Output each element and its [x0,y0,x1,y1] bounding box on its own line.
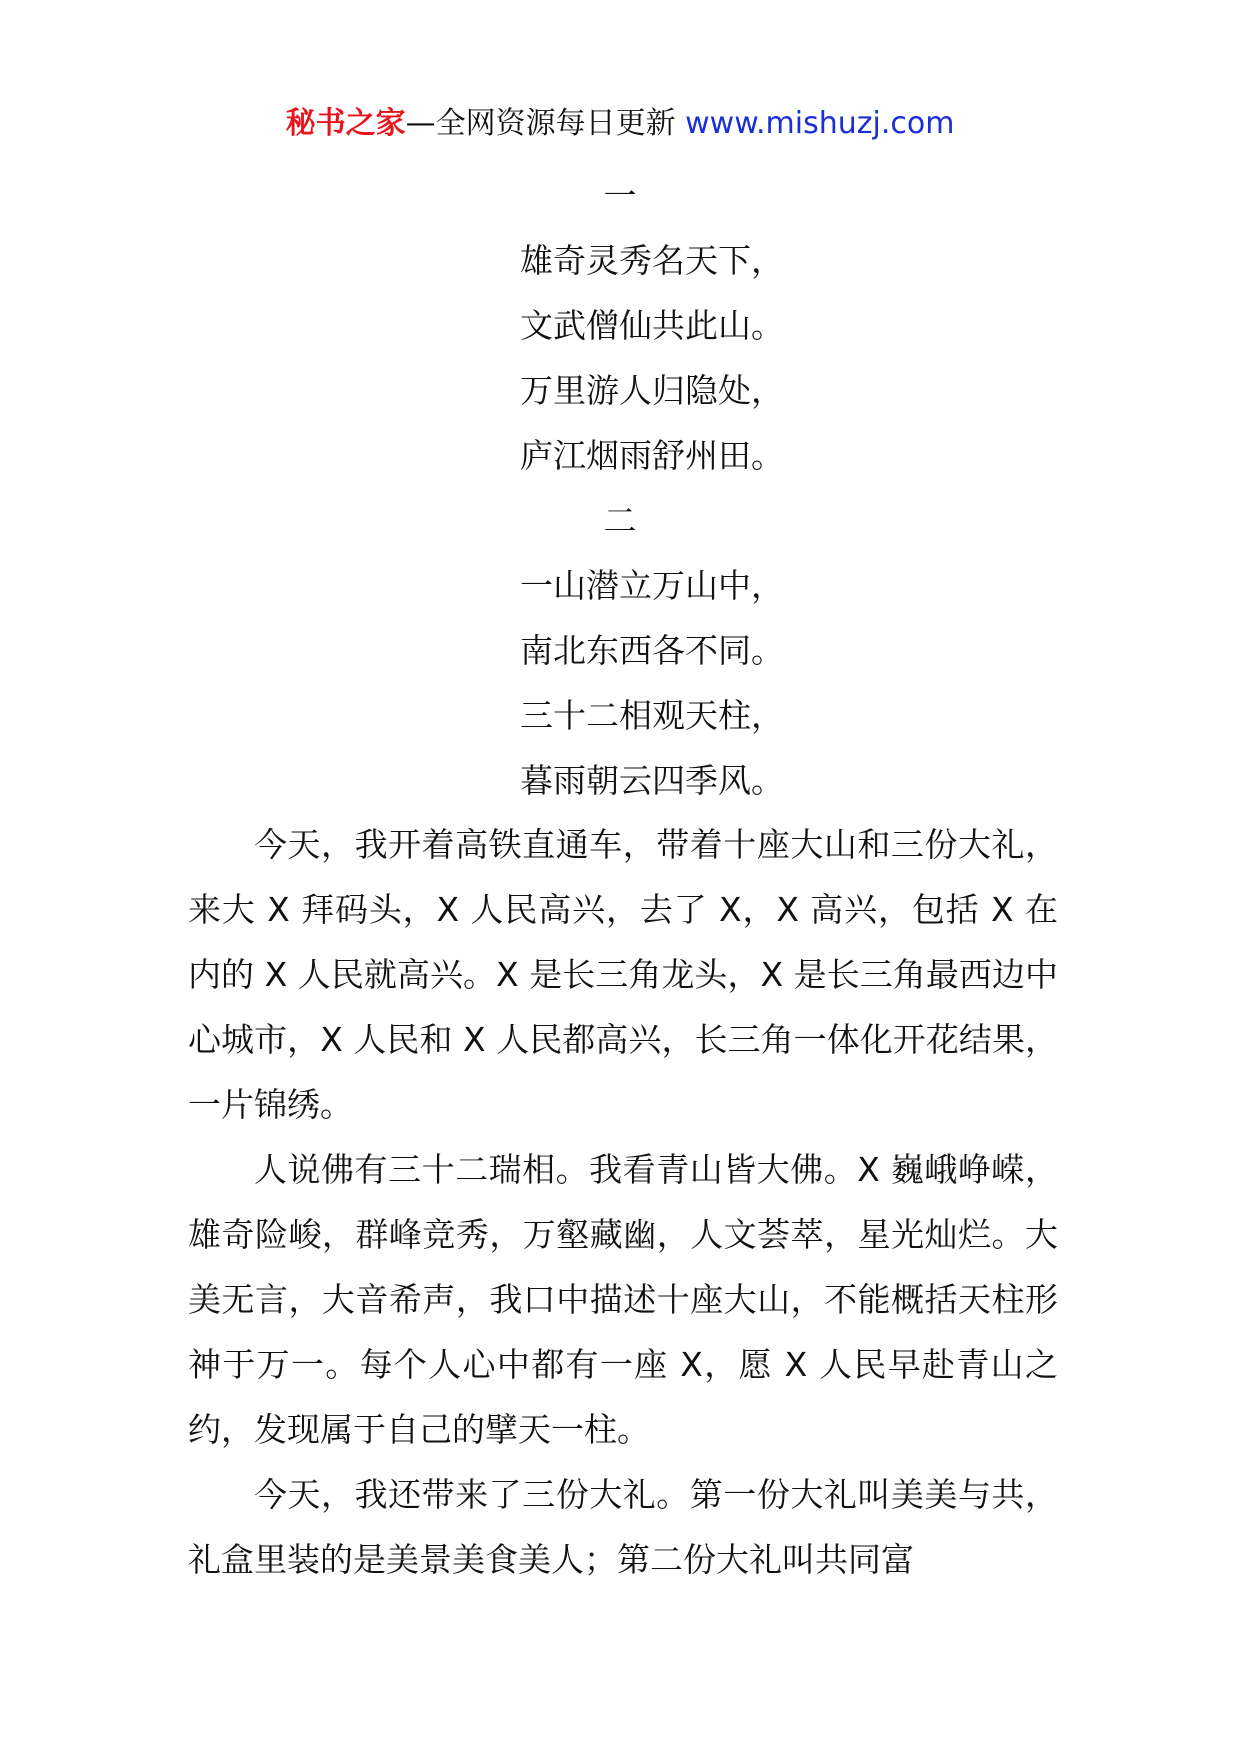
header-tagline: —全网资源每日更新 [405,106,676,141]
poem-number: 二 [603,501,637,540]
poem-line: 三十二相观天柱， [520,696,784,735]
poem-section [0,163,1240,813]
poem-line: 一山潜立万山中， [520,566,784,605]
site-header [0,100,1240,148]
poem-line: 暮雨朝云四季风。 [520,761,784,800]
paragraph: 今天，我还带来了三份大礼。第一份大礼叫美美与共，礼盒里装的是美景美食美人；第二份大礼叫共同富 [188,1475,1058,1579]
site-url-link[interactable]: www.mishuzj.com [685,106,955,141]
body-text [188,812,1058,1592]
poem-line: 万里游人归隐处， [520,371,784,410]
poem-number: 一 [603,176,637,215]
poem-line: 雄奇灵秀名天下， [520,241,784,280]
paragraph: 今天，我开着高铁直通车，带着十座大山和三份大礼，来大 X 拜码头，X 人民高兴，去了 X，X 高兴，包括 X 在内的 X 人民就高兴。X 是长三角龙头，X 是长三角最西边中心城市，X 人民和 X 人民都高兴，长三角一体化开花结果，一片锦绣。 [188,825,1058,1124]
poem-line: 南北东西各不同。 [520,631,784,670]
poem-line: 庐江烟雨舒州田。 [520,436,784,475]
poem-line: 文武僧仙共此山。 [520,306,784,345]
brand-name: 秘书之家 [285,106,406,141]
paragraph: 人说佛有三十二瑞相。我看青山皆大佛。X 巍峨峥嵘，雄奇险峻，群峰竞秀，万壑藏幽，人文荟萃，星光灿烂。大美无言，大音希声，我口中描述十座大山，不能概括天柱形神于万一。每个人心中都有一座 X，愿 X 人民早赴青山之约，发现属于自己的擘天一柱。 [188,1150,1058,1449]
